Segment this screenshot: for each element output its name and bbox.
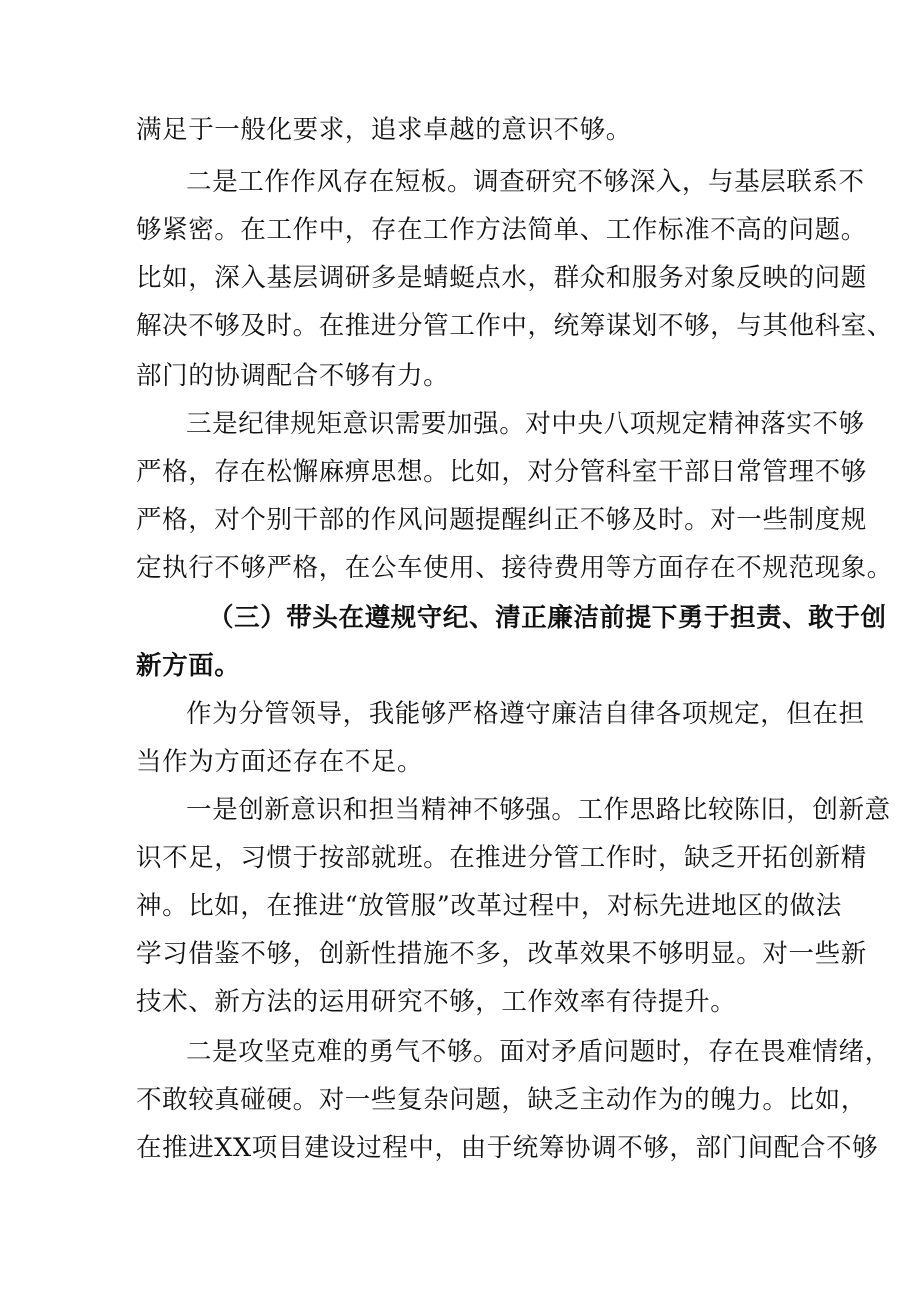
paragraph-start-line: 一是创新意识和担当精神不够强。工作思路比较陈旧，创新意	[186, 795, 891, 825]
text-line: 在推进XX项目建设过程中，由于统筹协调不够，部门间配合不够	[136, 1133, 879, 1163]
text-line: 比如，深入基层调研多是蜻蜓点水，群众和服务对象反映的问题	[136, 263, 867, 293]
text-line: 不敢较真碰硬。对一些复杂问题，缺乏主动作为的魄力。比如，	[136, 1085, 867, 1115]
paragraph-start-line: 二是工作作风存在短板。调查研究不够深入，与基层联系不	[186, 167, 865, 197]
text-line: 够紧密。在工作中，存在工作方法简单、工作标准不高的问题。	[136, 215, 867, 245]
text-line: 识不足，习惯于按部就班。在推进分管工作时，缺乏开拓创新精	[136, 843, 867, 873]
text-line: 严格，存在松懈麻痹思想。比如，对分管科室干部日常管理不够	[136, 457, 867, 487]
text-line: 学习借鉴不够，创新性措施不多，改革效果不够明显。对一些新	[136, 939, 867, 969]
text-line: 神。比如，在推进“放管服”改革过程中，对标先进地区的做法	[136, 891, 842, 921]
text-line: 严格，对个别干部的作风问题提醒纠正不够及时。对一些制度规	[136, 505, 867, 535]
text-line: 部门的协调配合不够有力。	[136, 361, 450, 391]
section-heading-line: （三）带头在遵规守纪、清正廉洁前提下勇于担责、敢于创	[208, 603, 887, 633]
text-line: 满足于一般化要求，追求卓越的意识不够。	[136, 115, 632, 145]
paragraph-start-line: 二是攻坚克难的勇气不够。面对矛盾问题时，存在畏难情绪，	[186, 1037, 891, 1067]
text-line: 当作为方面还存在不足。	[136, 747, 424, 777]
paragraph-start-line: 三是纪律规矩意识需要加强。对中央八项规定精神落实不够	[186, 409, 865, 439]
text-line: 技术、新方法的运用研究不够，工作效率有待提升。	[136, 987, 737, 1017]
section-heading-line: 新方面。	[136, 651, 241, 681]
paragraph-start-line: 作为分管领导，我能够严格遵守廉洁自律各项规定，但在担	[186, 699, 865, 729]
text-line: 定执行不够严格，在公车使用、接待费用等方面存在不规范现象。	[136, 553, 893, 583]
text-line: 解决不够及时。在推进分管工作中，统筹谋划不够，与其他科室、	[136, 311, 893, 341]
